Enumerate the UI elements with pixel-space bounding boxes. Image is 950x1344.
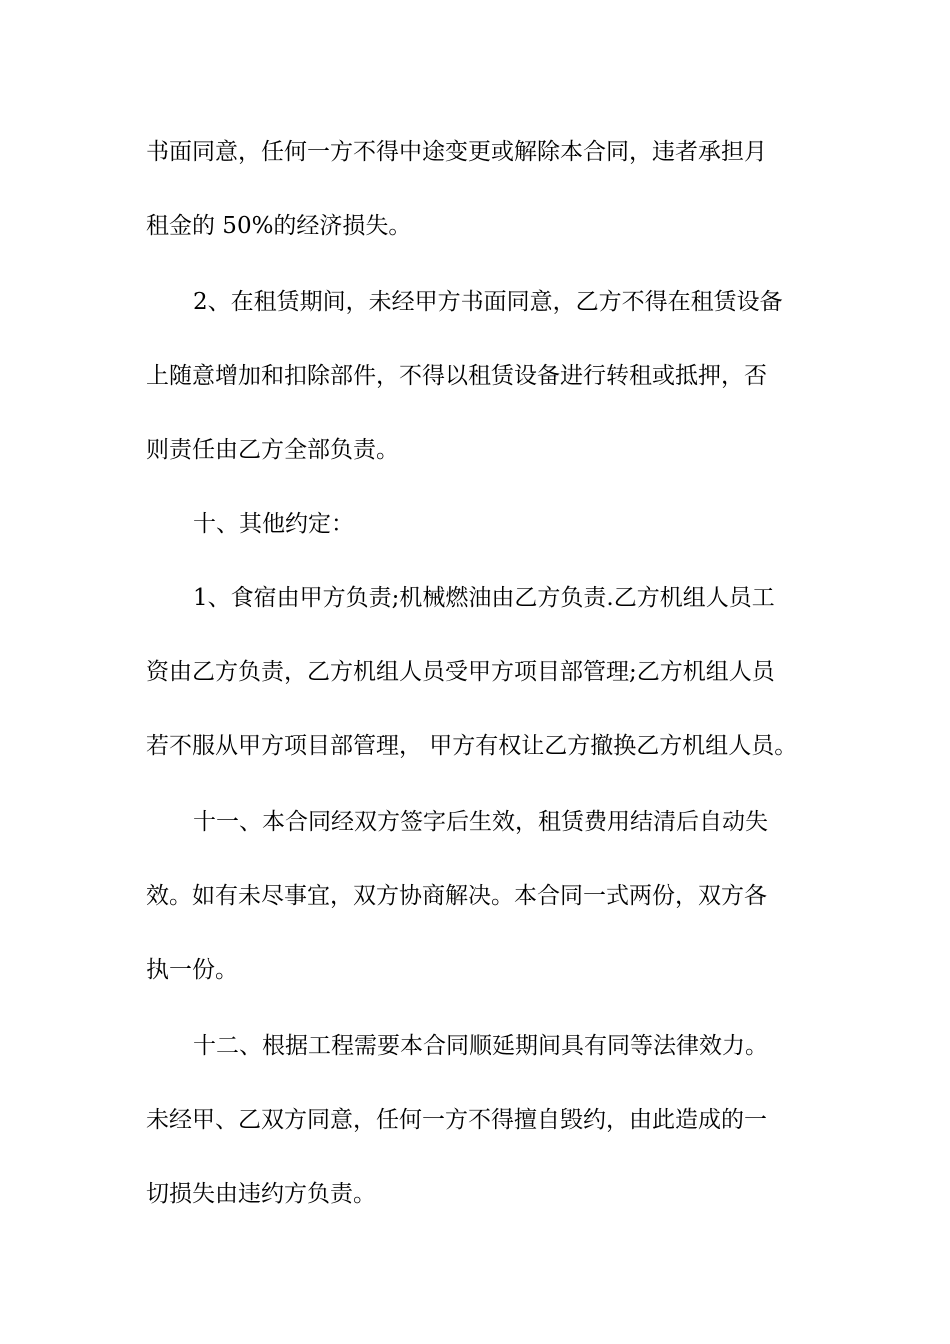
- section-11-start: 十一、本合同经双方签字后生效，租赁费用结清后自动失: [193, 809, 768, 835]
- text-line: 切损失由违约方负责。: [146, 1181, 376, 1207]
- paragraph-2-start: 2、在租赁期间，未经甲方书面同意，乙方不得在租赁设备: [193, 289, 783, 315]
- text-line: 执一份。: [146, 957, 238, 983]
- text-line: 租金的 50%的经济损失。: [146, 213, 412, 239]
- text-line: 效。如有未尽事宜，双方协商解决。本合同一式两份，双方各: [146, 883, 767, 909]
- text-line: 未经甲、乙双方同意，任何一方不得擅自毁约，由此造成的一: [146, 1107, 767, 1133]
- text-line: 则责任由乙方全部负责。: [146, 437, 399, 463]
- text-line: 书面同意，任何一方不得中途变更或解除本合同，违者承担月: [146, 139, 767, 165]
- paragraph-1-start: 1、食宿由甲方负责;机械燃油由乙方负责.乙方机组人员工: [193, 585, 775, 611]
- text-line: 资由乙方负责，乙方机组人员受甲方项目部管理;乙方机组人员: [146, 659, 775, 685]
- text-line: 若不服从甲方项目部管理， 甲方有权让乙方撤换乙方机组人员。: [146, 733, 798, 759]
- section-12-start: 十二、根据工程需要本合同顺延期间具有同等法律效力。: [193, 1033, 768, 1059]
- section-heading-10: 十、其他约定：: [193, 511, 354, 537]
- text-line: 上随意增加和扣除部件，不得以租赁设备进行转租或抵押，否: [146, 363, 767, 389]
